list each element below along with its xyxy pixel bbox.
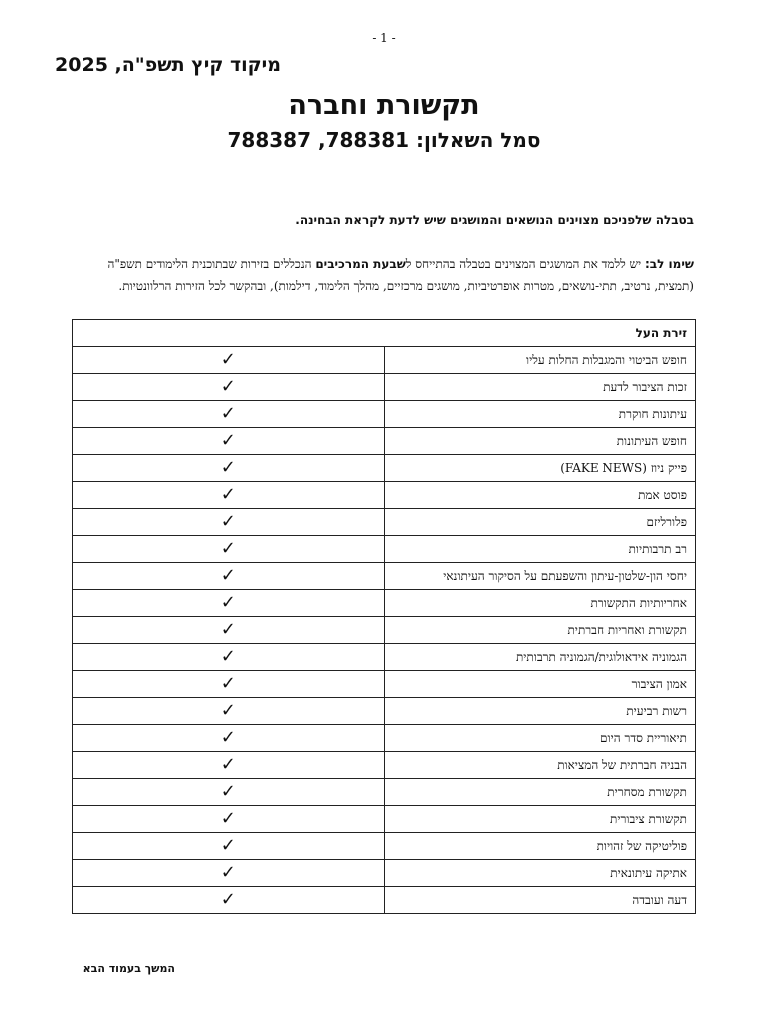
checkmark-icon: ✓ (73, 347, 385, 374)
topic-label: פלורליזם (384, 509, 696, 536)
checkmark-icon: ✓ (73, 563, 385, 590)
checkmark-icon: ✓ (73, 833, 385, 860)
table-row (73, 347, 696, 374)
topic-label: זכות הציבור לדעת (384, 374, 696, 401)
table-row (73, 833, 696, 860)
checkmark-icon: ✓ (73, 860, 385, 887)
table-row (73, 563, 696, 590)
topic-label: יחסי הון-שלטון-עיתון והשפעתם על הסיקור העיתונאי (384, 563, 696, 590)
checkmark-icon: ✓ (73, 644, 385, 671)
checkmark-icon: ✓ (73, 887, 385, 914)
note-bold-text: שבעת המרכיבים (315, 257, 406, 271)
checkmark-icon: ✓ (73, 455, 385, 482)
table-row (73, 374, 696, 401)
checkmark-icon: ✓ (73, 806, 385, 833)
topics-table (72, 319, 696, 914)
note-paragraph (68, 253, 694, 297)
topic-label: הגמוניה אידאולוגית/הגמוניה תרבותית (384, 644, 696, 671)
topic-label: תיאוריית סדר היום (384, 725, 696, 752)
checkmark-icon: ✓ (73, 509, 385, 536)
checkmark-icon: ✓ (73, 428, 385, 455)
table-row (73, 698, 696, 725)
table-row (73, 860, 696, 887)
topic-label: רב תרבותיות (384, 536, 696, 563)
table-header: זירת העל (73, 320, 696, 347)
topic-label: פייק ניוז (FAKE NEWS) (384, 455, 696, 482)
table-body (73, 347, 696, 914)
topic-label: אמון הציבור (384, 671, 696, 698)
checkmark-icon: ✓ (73, 374, 385, 401)
table-row (73, 401, 696, 428)
table-row (73, 482, 696, 509)
checkmark-icon: ✓ (73, 590, 385, 617)
topic-label: אתיקה עיתונאית (384, 860, 696, 887)
topic-label: תקשורת מסחרית (384, 779, 696, 806)
checkmark-icon: ✓ (73, 536, 385, 563)
topic-label: חופש העיתונות (384, 428, 696, 455)
topic-label: חופש הביטוי והמגבלות החלות עליו (384, 347, 696, 374)
table-row (73, 509, 696, 536)
checkmark-icon: ✓ (73, 752, 385, 779)
table-row (73, 779, 696, 806)
table-row (73, 671, 696, 698)
topic-label: פוליטיקה של זהויות (384, 833, 696, 860)
continue-note: המשך בעמוד הבא (82, 962, 175, 975)
intro-text: בטבלה שלפניכם מצוינים הנושאים והמושגים שיש לדעת לקראת הבחינה. (295, 213, 694, 227)
topic-label: עיתונות חוקרת (384, 401, 696, 428)
note-label: שימו לב: (645, 257, 694, 271)
checkmark-icon: ✓ (73, 617, 385, 644)
topic-label: תקשורת ואחריות חברתית (384, 617, 696, 644)
topic-label: פוסט אמת (384, 482, 696, 509)
page-title: תקשורת וחברה (288, 90, 480, 121)
checkmark-icon: ✓ (73, 482, 385, 509)
table-row (73, 644, 696, 671)
checkmark-icon: ✓ (73, 401, 385, 428)
topic-label: הבניה חברתית של המציאות (384, 752, 696, 779)
checkmark-icon: ✓ (73, 779, 385, 806)
note-text-after: הנכללים בזירות שבתוכנית הלימודים תשפ"ה (תמצית, נרטיב, תתי-נושאים, מטרות אופרטיביות, מושגים מרכזיים, מהלך הלימוד, דילמות), ובהקשר לכל הזירות הרלוונטיות. (107, 257, 694, 293)
checkmark-icon: ✓ (73, 725, 385, 752)
table-row (73, 428, 696, 455)
table-row (73, 536, 696, 563)
table-header-row (73, 320, 696, 347)
table-row (73, 455, 696, 482)
table-row (73, 590, 696, 617)
topic-label: רשות רביעית (384, 698, 696, 725)
table-row (73, 725, 696, 752)
checkmark-icon: ✓ (73, 671, 385, 698)
table-row (73, 887, 696, 914)
questionnaire-code: סמל השאלון: 788381, 788387 (227, 128, 541, 152)
table-row (73, 752, 696, 779)
exam-label: מיקוד קיץ תשפ"ה, 2025 (55, 54, 281, 76)
table-row (73, 617, 696, 644)
topic-label: אחריותיות התקשורת (384, 590, 696, 617)
checkmark-icon: ✓ (73, 698, 385, 725)
table-row (73, 806, 696, 833)
note-text-before: יש ללמד את המושגים המצוינים בטבלה בהתייחס ל (405, 257, 645, 271)
topic-label: תקשורת ציבורית (384, 806, 696, 833)
page-number: - 1 - (372, 31, 396, 45)
topic-label: דעה ועובדה (384, 887, 696, 914)
